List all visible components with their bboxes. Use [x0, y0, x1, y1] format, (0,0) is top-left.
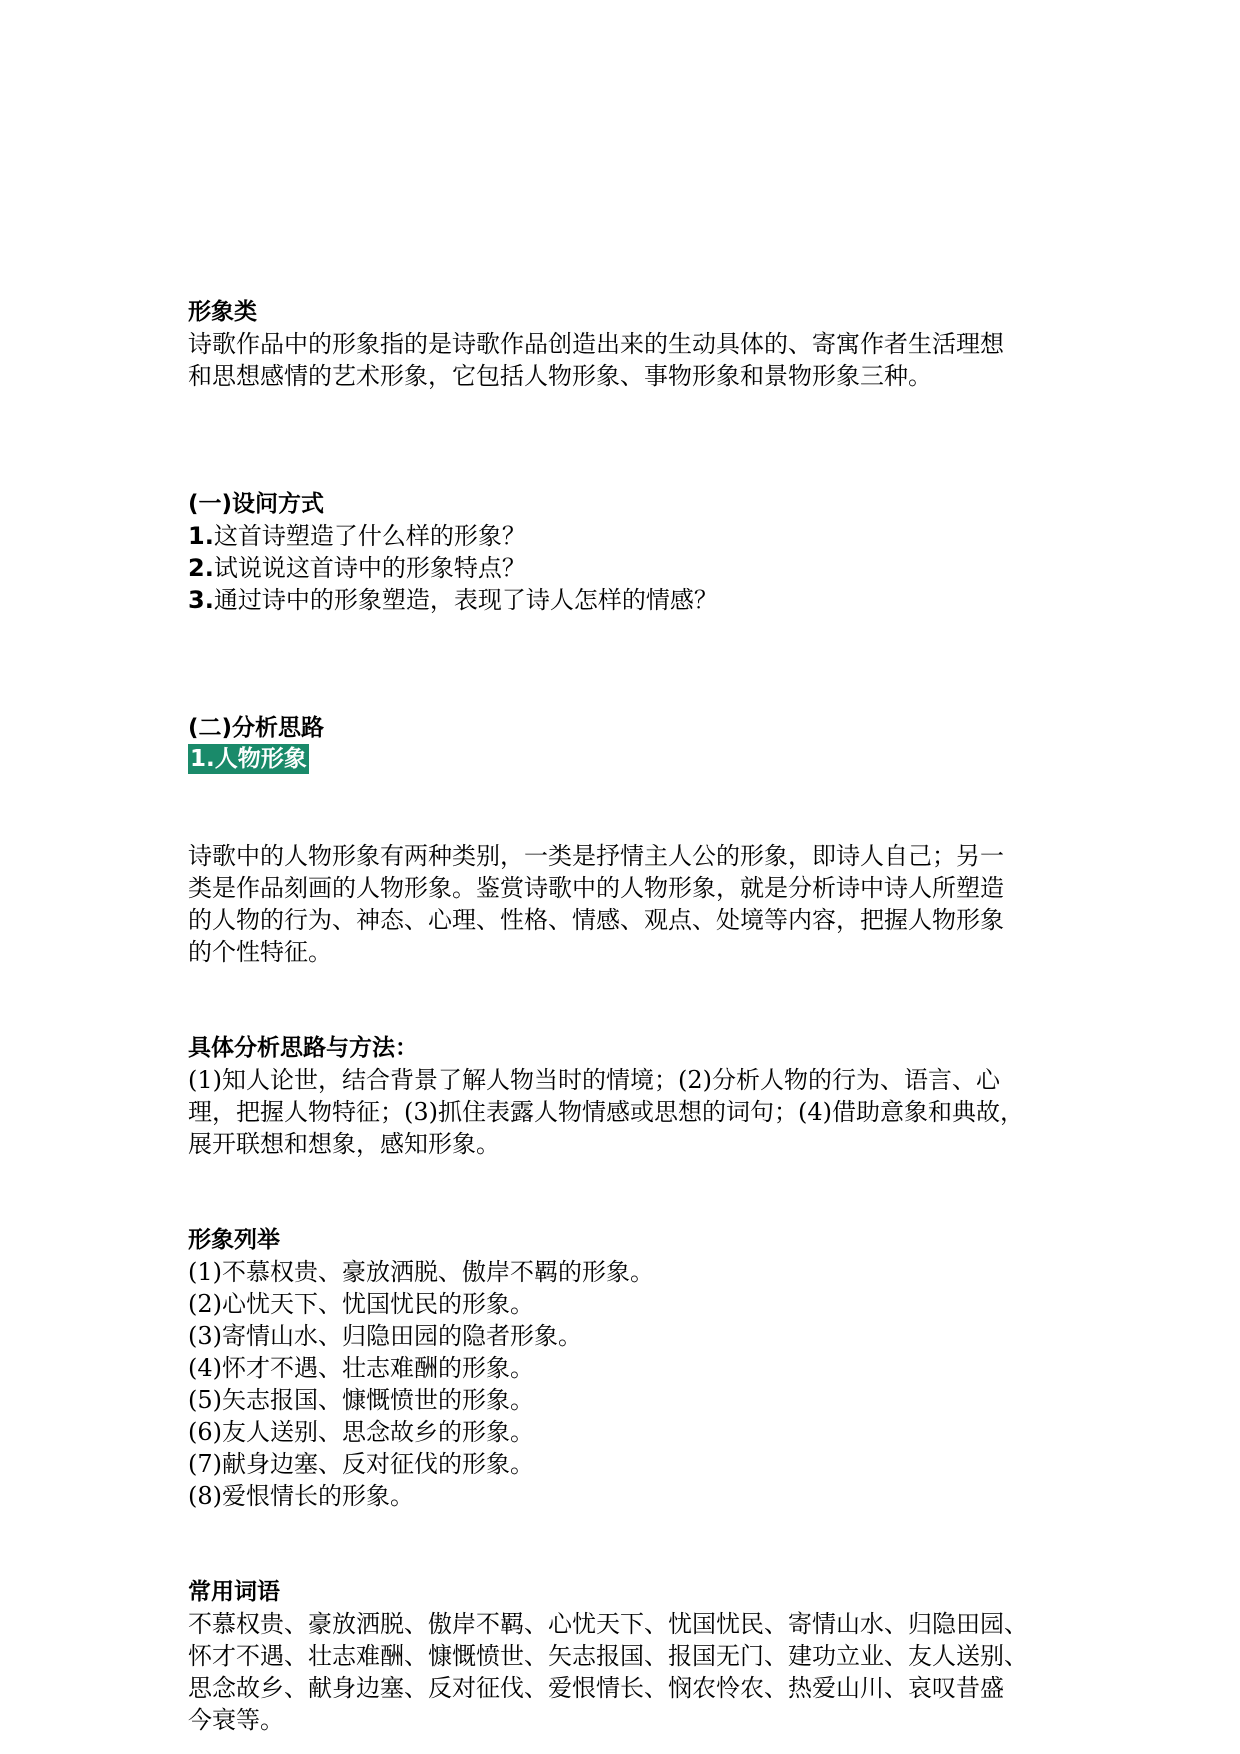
questions-list: [188, 520, 1068, 616]
example-item: (2)心忧天下、忧国忧民的形象。: [188, 1290, 534, 1318]
example-item: (8)爱恨情长的形象。: [188, 1482, 414, 1510]
example-item: (6)友人送别、思念故乡的形象。: [188, 1418, 534, 1446]
question-item: [188, 552, 1068, 584]
intro-line: 和思想感情的艺术形象，它包括人物形象、事物形象和景物形象三种。: [188, 362, 932, 390]
paragraph-line: 的人物的行为、神态、心理、性格、情感、观点、处境等内容，把握人物形象: [188, 906, 1004, 934]
method-line: 理，把握人物特征；(3)抓住表露人物情感或思想的词句；(4)借助意象和典故，: [188, 1098, 1024, 1126]
highlighted-sub-heading: 1.人物形象: [190, 746, 307, 772]
spacer: [188, 616, 1068, 712]
paragraph-line: 类是作品刻画的人物形象。鉴赏诗歌中的人物形象，就是分析诗中诗人所塑造: [188, 874, 1004, 902]
section-title: 形象类: [188, 299, 257, 325]
example-item: (7)献身边塞、反对征伐的形象。: [188, 1450, 534, 1478]
terms-line: 怀才不遇、壮志难酬、慷慨愤世、矢志报国、报国无门、建功立业、友人送别、: [188, 1642, 1028, 1670]
examples-heading: 形象列举: [188, 1227, 280, 1253]
example-item: (1)不慕权贵、豪放洒脱、傲岸不羁的形象。: [188, 1258, 654, 1286]
examples-list: [188, 1256, 1068, 1512]
document-page: [188, 296, 1068, 1736]
method-line: 展开联想和想象，感知形象。: [188, 1130, 500, 1158]
example-item: (5)矢志报国、慷慨愤世的形象。: [188, 1386, 534, 1414]
paragraph-line: 的个性特征。: [188, 938, 332, 966]
question-text: 试说说这首诗中的形象特点？: [213, 554, 526, 582]
spacer: [188, 968, 1068, 1032]
question-text: 通过诗中的形象塑造，表现了诗人怎样的情感？: [213, 586, 718, 614]
spacer: [188, 776, 1068, 840]
spacer: [188, 392, 1068, 488]
analysis-paragraph: [188, 840, 1068, 968]
intro-paragraph: [188, 328, 1068, 392]
question-number: 3.: [188, 586, 214, 614]
question-text: 这首诗塑造了什么样的形象？: [213, 522, 526, 550]
spacer: [188, 1160, 1068, 1224]
question-number: 1.: [188, 522, 214, 550]
intro-line: 诗歌作品中的形象指的是诗歌作品创造出来的生动具体的、寄寓作者生活理想: [188, 330, 1004, 358]
paragraph-line: 诗歌中的人物形象有两种类别，一类是抒情主人公的形象，即诗人自己；另一: [188, 842, 1004, 870]
question-item: [188, 520, 1068, 552]
sub-heading-row: [188, 744, 1068, 776]
method-line: (1)知人论世，结合背景了解人物当时的情境；(2)分析人物的行为、语言、心: [188, 1066, 1000, 1094]
spacer: [188, 1512, 1068, 1576]
terms-line: 思念故乡、献身边塞、反对征伐、爱恨情长、悯农怜农、热爱山川、哀叹昔盛: [188, 1674, 1004, 1702]
terms-line: 今衰等。: [188, 1706, 284, 1734]
method-heading: 具体分析思路与方法：: [188, 1035, 418, 1061]
analysis-heading: (二)分析思路: [188, 715, 325, 741]
example-item: (3)寄情山水、归隐田园的隐者形象。: [188, 1322, 582, 1350]
example-item: (4)怀才不遇、壮志难酬的形象。: [188, 1354, 534, 1382]
terms-line: 不慕权贵、豪放洒脱、傲岸不羁、心忧天下、忧国忧民、寄情山水、归隐田园、: [188, 1610, 1028, 1638]
terms-paragraph: [188, 1608, 1068, 1736]
terms-heading: 常用词语: [188, 1579, 280, 1605]
method-paragraph: [188, 1064, 1068, 1160]
question-number: 2.: [188, 554, 214, 582]
question-item: [188, 584, 1068, 616]
questions-heading: (一)设问方式: [188, 491, 325, 517]
